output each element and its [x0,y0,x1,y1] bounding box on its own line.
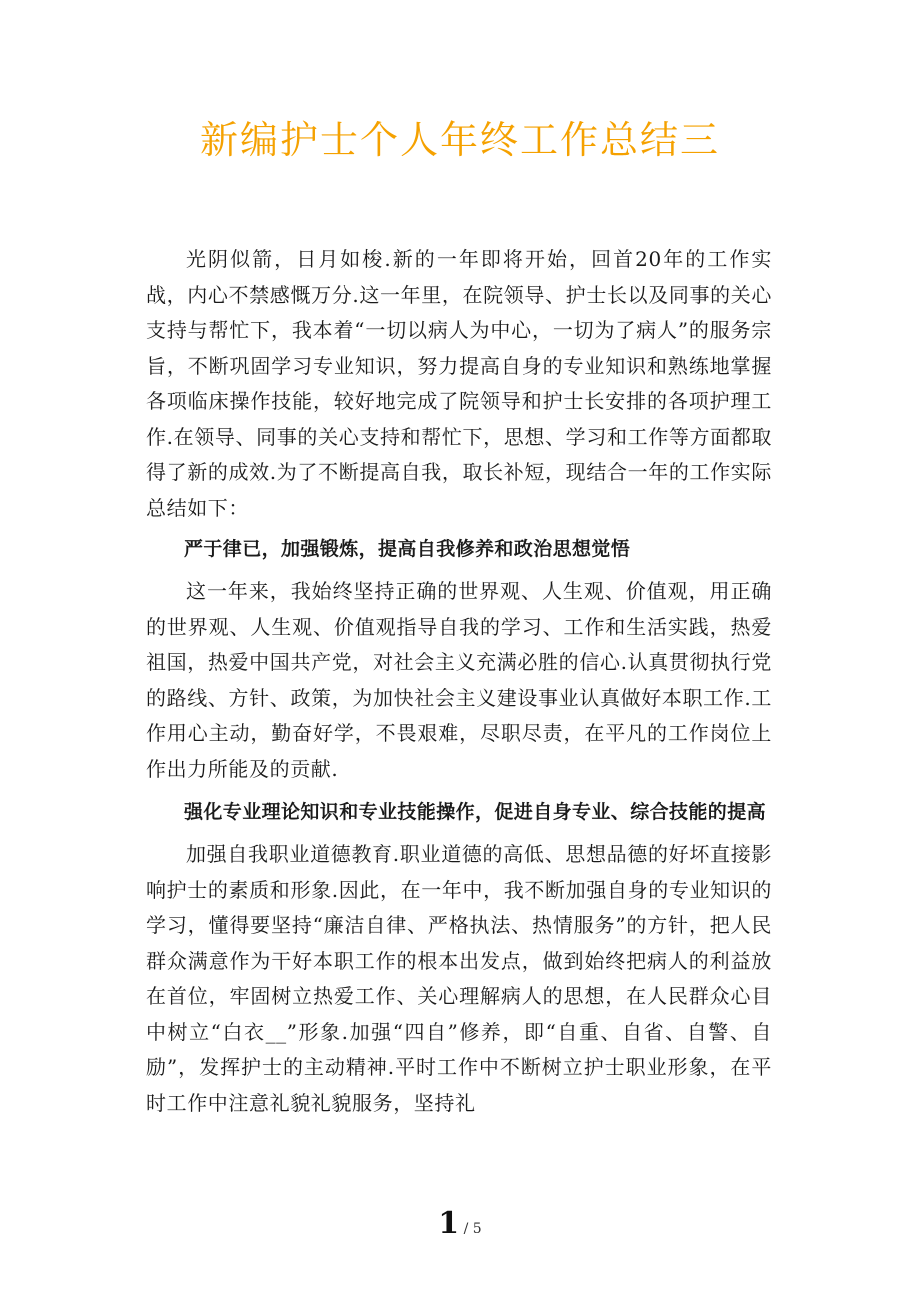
section-heading-1: 严于律已，加强锻炼，提高自我修养和政治思想觉悟 [184,538,631,560]
section-heading-2: 强化专业理论知识和专业技能操作，促进自身专业、综合技能的提高 [184,801,767,823]
document-title: 新编护士个人年终工作总结三 [199,118,720,162]
document-body [146,242,772,1121]
section-1-paragraph: 这一年来，我始终坚持正确的世界观、人生观、价值观，用正确的世界观、人生观、价值观指导自我的学习、工作和生活实践，热爱祖国，热爱中国共产党，对社会主义充满必胜的信心.认真贯彻执行党的路线、方针、政策，为加快社会主义建设事业认真做好本职工作.工作用心主动，勤奋好学，不畏艰难，尽职尽责，在平凡的工作岗位上作出力所能及的贡献. [146,579,772,781]
page-number-current: 1 [438,1206,460,1241]
page-number [0,1206,920,1241]
intro-paragraph: 光阴似箭，日月如梭.新的一年即将开始，回首20年的工作实战，内心不禁感慨万分.这一年里，在院领导、护士长以及同事的关心支持与帮忙下，我本着“一切以病人为中心，一切为了病人”的服务宗旨，不断巩固学习专业知识，努力提高自身的专业知识和熟练地掌握各项临床操作技能，较好地完成了院领导和护士长安排的各项护理工作.在领导、同事的关心支持和帮忙下，思想、学习和工作等方面都取得了新的成效.为了不断提高自我，取长补短，现结合一年的工作实际总结如下： [146,247,772,520]
page-number-total: / 5 [459,1221,482,1237]
section-2-paragraph: 加强自我职业道德教育.职业道德的高低、思想品德的好坏直接影响护士的素质和形象.因此，在一年中，我不断加强自身的专业知识的学习，懂得要坚持“廉洁自律、严格执法、热情服务”的方针，把人民群众满意作为干好本职工作的根本出发点，做到始终把病人的利益放在首位，牢固树立热爱工作、关心理解病人的思想，在人民群众心目中树立“白衣__”形象.加强“四自”修养，即“自重、自省、自警、自励”，发挥护士的主动精神.平时工作中不断树立护士职业形象，在平时工作中注意礼貌礼貌服务，坚持礼 [146,842,772,1115]
